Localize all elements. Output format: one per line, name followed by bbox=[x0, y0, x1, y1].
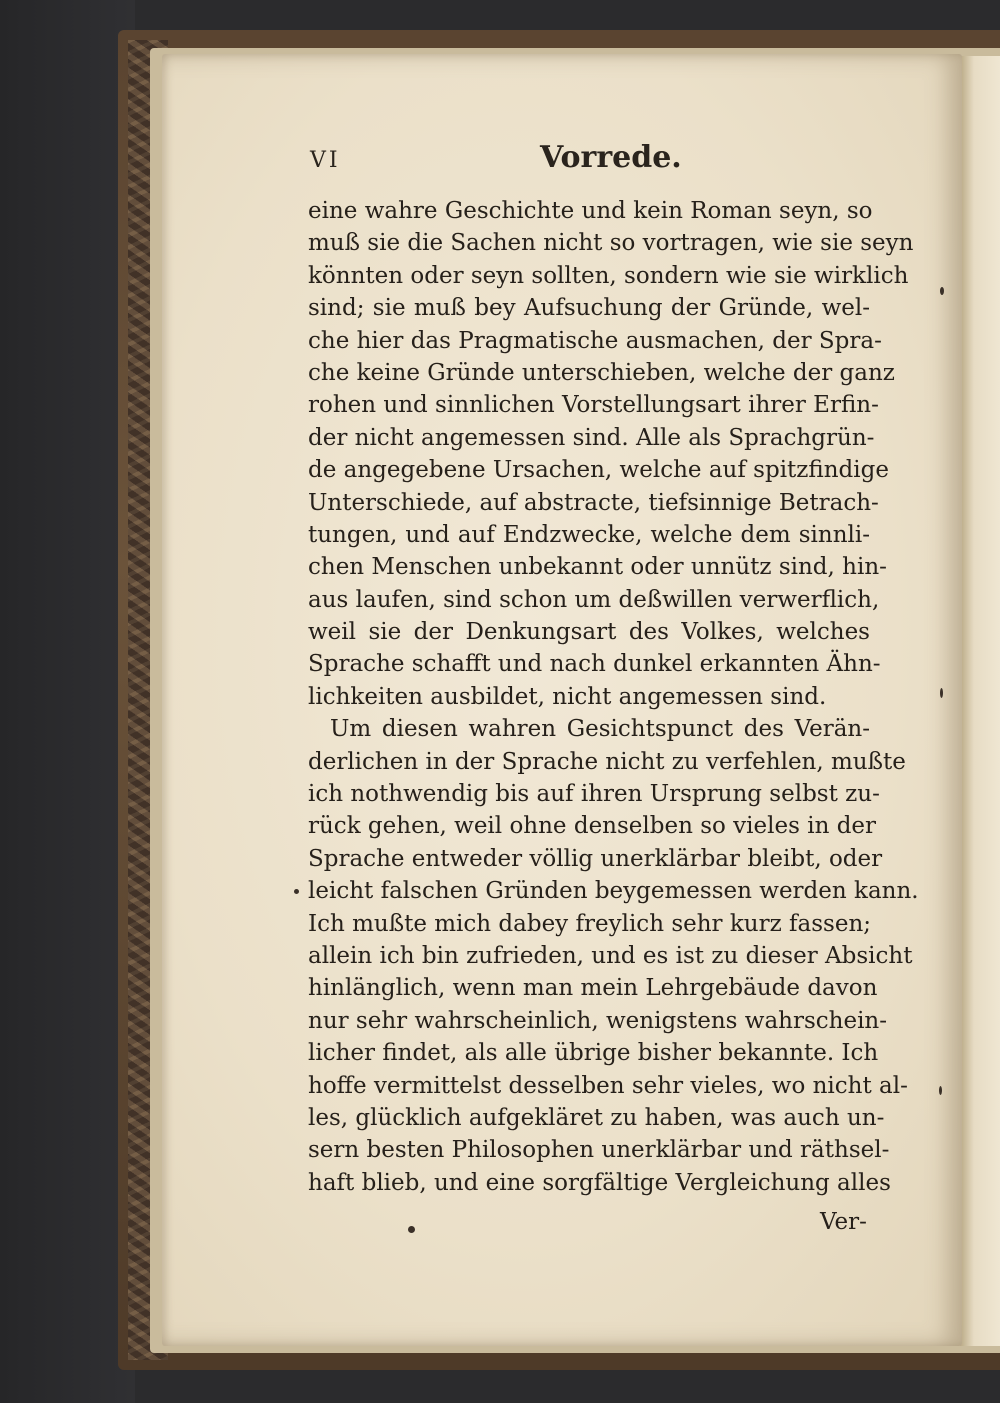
ink-speck bbox=[408, 1226, 415, 1233]
text-line: che keine Gründe unterschieben, welche der ganz bbox=[308, 359, 895, 386]
text-line: weil sie der Denkungsart des Volkes, welches bbox=[308, 619, 870, 646]
text-line: allein ich bin zufrieden, und es ist zu dieser Absicht bbox=[308, 942, 913, 969]
ink-speck bbox=[294, 889, 299, 894]
text-line: Sprache entweder völlig unerklärbar bleibt, oder bbox=[308, 845, 883, 872]
ink-speck bbox=[940, 688, 943, 698]
body-text bbox=[308, 195, 919, 1199]
text-line: Um diesen wahren Gesichtspunct des Verän- bbox=[330, 716, 870, 743]
running-title: Vorrede. bbox=[540, 140, 682, 175]
ink-speck bbox=[940, 287, 944, 295]
text-line: ich nothwendig bis auf ihren Ursprung selbst zu- bbox=[308, 781, 880, 808]
text-line: Ich mußte mich dabey freylich sehr kurz fassen; bbox=[308, 910, 872, 937]
page-header bbox=[310, 140, 870, 180]
text-line: muß sie die Sachen nicht so vortragen, wie sie seyn bbox=[308, 230, 914, 257]
catchword: Ver- bbox=[820, 1209, 867, 1235]
text-line: sern besten Philosophen unerklärbar und räthsel- bbox=[308, 1137, 890, 1164]
ink-speck bbox=[939, 1086, 942, 1095]
text-line: de angegebene Ursachen, welche auf spitzfindige bbox=[308, 457, 889, 484]
text-line: lichkeiten ausbildet, nicht angemessen sind. bbox=[308, 683, 827, 710]
text-line: che hier das Pragmatische ausmachen, der Spra- bbox=[308, 327, 882, 354]
text-line: derlichen in der Sprache nicht zu verfehlen, mußte bbox=[308, 748, 906, 775]
text-line: haft blieb, und eine sorgfältige Vergleichung alles bbox=[308, 1169, 891, 1196]
text-line: rück gehen, weil ohne denselben so vieles in der bbox=[308, 813, 877, 840]
text-line: leicht falschen Gründen beygemessen werden kann. bbox=[308, 878, 919, 905]
text-line: hinlänglich, wenn man mein Lehrgebäude davon bbox=[308, 975, 878, 1002]
text-line: les, glücklich aufgekläret zu haben, was auch un- bbox=[308, 1104, 885, 1131]
page-number: VI bbox=[310, 148, 341, 173]
text-line: chen Menschen unbekannt oder unnütz sind, hin- bbox=[308, 554, 887, 581]
text-line: Sprache schafft und nach dunkel erkannten Ähn- bbox=[308, 651, 881, 678]
facing-page-edge bbox=[960, 56, 1000, 1346]
text-line: aus laufen, sind schon um deßwillen verwerflich, bbox=[308, 586, 880, 613]
text-line: nur sehr wahrscheinlich, wenigstens wahrschein- bbox=[308, 1007, 888, 1034]
text-line: tungen, und auf Endzwecke, welche dem sinnli- bbox=[308, 521, 870, 548]
text-line: Unterschiede, auf abstracte, tiefsinnige Betrach- bbox=[308, 489, 879, 516]
text-line: rohen und sinnlichen Vorstellungsart ihrer Erfin- bbox=[308, 392, 879, 419]
scan-background bbox=[0, 0, 135, 1403]
text-line: eine wahre Geschichte und kein Roman seyn, so bbox=[308, 198, 873, 224]
text-line: licher findet, als alle übrige bisher bekannte. Ich bbox=[308, 1040, 879, 1067]
text-line: sind; sie muß bey Aufsuchung der Gründe, wel- bbox=[308, 295, 870, 322]
text-line: hoffe vermittelst desselben sehr vieles, wo nicht al- bbox=[308, 1072, 908, 1099]
text-line: könnten oder seyn sollten, sondern wie sie wirklich bbox=[308, 262, 909, 289]
text-line: der nicht angemessen sind. Alle als Sprachgrün- bbox=[308, 424, 875, 451]
